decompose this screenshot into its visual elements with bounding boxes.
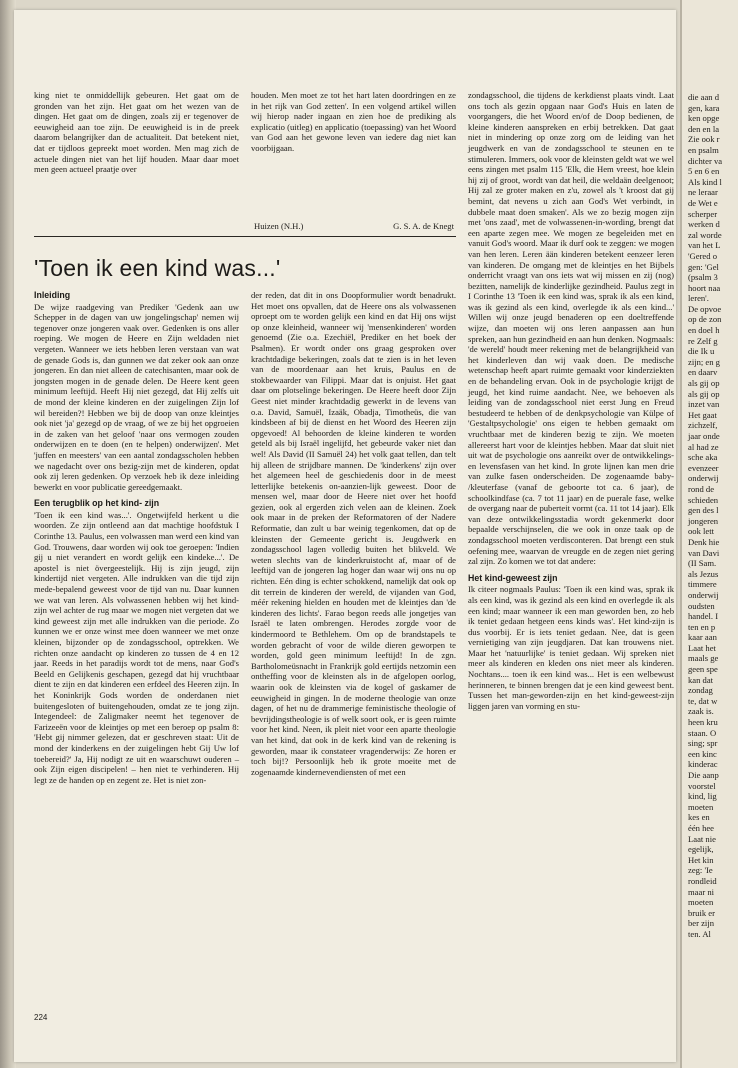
adjacent-page xyxy=(680,0,738,1068)
article-col3 xyxy=(468,90,674,711)
prev-article-col1-text: king niet te onmiddellijk gebeuren. Het gaat om de gronden van het zijn. Het gaat om het wezen van de dingen. Het gaat om de dingen, zoals zij er tegenover de eeuwigheid aan toe zijn. De eeuwigheid is in de preek daarom belangrijker dan de actualiteit. Dat betekent niet, dat er tijdloos gepreekt moet worden. Men mag zich de actuele dingen niet van het lijf houden. Maar daar moet men geen actueel praatje over xyxy=(34,90,239,175)
paragraph: Ik citeer nogmaals Paulus: 'Toen ik een kind was, sprak ik als een kind, was ik gezind als een kind en overlegde ik als een kind; maar wanneer ik een man geworden ben, zo heb ik teniet gedaan hetgeen eens kinds was'. Het kind-zijn is dus voorbij. Er is iets teniet gedaan. Nee, dat is geen vernietiging van zijn jeugdjaren. Dat kan trouwens niet. Maar het 'natuurlijke' is teniet gedaan. Wij spreken niet meer als kinderen en kleden ons niet meer als kinderen. Nochtans.... toen ik een kind was... Het is een welbewust herinneren, te binnen brengen dat je een kind geweest bent. Tussen het man-geworden-zijn en het kind-geweest-zijn liggen jaren van vorming en stu- xyxy=(468,584,674,711)
prev-article-col2-text: houden. Men moet ze tot het hart laten doordringen en ze in het rijk van God zetten'. In een volgend artikel willen wij hierop nader ingaan en zien hoe de prediking als explicatio (uitleg) en applicatio (toepassing) van het Woord van God aan het gewone leven van iedere dag niet kan voorbijgaan. xyxy=(251,90,456,153)
paragraph: der reden, dat dit in ons Doopformulier wordt benadrukt. Het moet ons opvallen, dat de Heere ons als volwassenen oproept om te worden gelijk een kind en dat Hij ons wijst op onze kleinheid, wanneer wij 'mensenkinderen' worden genoemd (Zie o.a. Ezechiël, Prediker en het boek der Psalmen). Er wordt onder ons graag gesproken over krachtdadige bekeringen, zoals dat te zien is in het leven van de moordenaar aan het kruis, Paulus en de stokbewaarder van Filippi. Maar dat is onjuist. Het gaat daar om plotselinge bekeringen. De Heere heeft door Zijn Geest niet minder krachtdadig gewerkt in de levens van o.a. David, Samuël, Izaäk, Obadja, Timotheüs, die van kindsbeen af bij de dienst en het Woord des Heeren zijn opgevoed! Al behoorden de kleine kinderen te worden geteld als bij Israël ingelijfd, het gebeurde vaker niet dan wel! Als David (II Samuël 24) het volk gaat tellen, dan telt hij alleen de strijdbare mannen. De 'kinderkens' zijn over het algemeen heel de geschiedenis door in de meest letterlijke betekenis on-aanzien-lijk geweest. Door de mensen wel, maar door de Heere niet over het hoofd gezien, ook al ergerden zich velen aan de kleinen. Zoek ook maar in de preken der Reformatoren of der Nadere Reformatie, dan zult u bar weinig tegenkomen, dat op de kleinsten der Gemeente gericht is. Jeugdwerk en zondagsschool lagen volledig buiten het blikveld. We weten slechts van de kinderkruistocht af, maar of de leeftijd van de jongeren lag hoger dan waar wij ons nu op richten. Eén ding is echter schokkend, namelijk dat ook op dit terrein de kinderen der wereld, de vijanden van God, méér rekening hielden en houden met de kleintjes dan 'de kinderen des lichts'. Farao begon reeds alle jongetjes van Israël te laten ombrengen. Herodes zorgde voor de kindermoord te Bethlehem. Om op de brandstapels te worden gebracht of voor de wilde dieren geworpen te worden, gold geen minimum leeftijd! In de zgn. Bartholomeüsnacht in Frankrijk gold eertijds netzomin een ontheffing voor de kleinsten als in de afgelopen oorlog, waarin ook de kleinsten via de kogel of gaskamer de eeuwigheid in gingen. In de moderne theologie van onze dagen, of het nu de drammerige feministische theologie of bevrijdingstheologie is of welk soort ook, er is geen ruimte voor het kind. Neen, ik pleit niet voor een aparte theologie van het kind, dat ook in de kerk kind van de rekening is geworden, maar ik constateer vragenderwijs: Ze horen er toch bij!? Persoonlijk heb ik grote moeite met de zogenaamde kindernevendiensten of met een xyxy=(251,290,456,777)
heading-kind-geweest: Het kind-geweest zijn xyxy=(468,572,558,583)
paragraph: zondagsschool, die tijdens de kerkdienst plaats vindt. Laat ons toch als gezin opgaan naar God's Huis en laten de voorgangers, die het Woord en/of de Doop bedienen, de kleine kinderen aanspreken en erbij betrekken. Dat gaat niet in mindering op onze zorg om de leiding van het jeugdwerk en van de zondagsschool te steunen en te stimuleren. Immers, ook voor de kleinsten geldt wat we wel eens zingen met psalm 115 'Elk, die Hem vreest, hoe klein hij zij of groot, wordt van dat heil, die weldaän deelgenoot; Hij zal ze groter maken en z'u, zowel als 't kroost dat gij bemint, dat nevens u zich aan God's Wet verbindt, in dubbele maat doen smaken'. Als we zo bezig mogen zijn met 'ons zaad', met de volwassenen-in-wording, brengt dat een aparte zegen mee. We mogen ze begeleiden met en vanuit God's woord. Maar ik durf ook te zeggen: we mogen van hen leren. Leren ään kinderen betekent eenzeer leren van kinderen. De omgang met de kleintjes en het Bijbels onderricht vraagt van ons iets wat wij missen en zij (nog) bezitten, namelijk de kinderlijke gezindheid. Paulus zegt in I Corinthe 13 'Toen ik een kind was, sprak ik als een kind, was ik gezind als een kind, overlegde ik als een kind...' Willen wij onze jeugd benaderen op een doeltreffende wijze, dan moeten wij ons leren aanpassen aan hun spreken, aan hun gezindheid en aan hun denken. Nogmaals: 'de wereld' houdt meer rekening met de belangrijkheid van het kinderleven dan wij vaak doen. De medische wetenschap heeft apart ruimte gemaakt voor kinderziekten en de behandeling ervan. Ook in de psychologie krijgt de jeugd, het kind ruime aandacht. Nee, we behoeven als leiding van de zondagsschool niet eerst Jung en Freud bestudeerd te hebben of de denkpsychologie van Külpe of 'Gestaltpsychologie' ons eigen te hebben gemaakt om vruchtbaar met de kinderen bezig te zijn. We moeten allereerst hart voor de kleintjes hebben. Maar dat sluit niet uit wat de psychologie ons aanreikt over de ontwikkelings- en levensfasen van het kind. In grote lijnen kan men drie van zulke fasen onderscheiden. De zogenaamde baby- /kleuterfase (vanaf de geboorte tot ca. 6 jaar), de schoolkindfase (ca. 7 tot 11 jaar) en de puerale fase, welke de overgang naar de puberteit vormt (ca. 11 tot 14 jaar). Elk van deze ontwikkelingsstadia wordt gekenmerkt door bepaalde verschijnselen, die we ook in onze taak op de zondagsschool moeten verdisconteren. Dat brengt een stuk oefening mee, waarvan de vreugde en de zegen niet gering zal zijn. Zo komen we tot dat andere: xyxy=(468,90,674,567)
article-title: 'Toen ik een kind was...' xyxy=(34,255,281,281)
page-number: 224 xyxy=(34,1013,48,1022)
heading-terugblik: Een terugblik op het kind- zijn xyxy=(34,498,160,509)
prev-article-byline xyxy=(254,221,454,231)
article-col1 xyxy=(34,290,239,785)
section-divider xyxy=(34,236,456,237)
adjacent-page-text: die aan d gen, kara ken opge den en la Zie ook r en psalm dichter va 5 en 6 en Als kind l ne leraar de Wet e scherper werken d zal worde van het L 'Gered o gen: 'Gel (psalm 3 hoort naa leren'. De opvoe op de zon en doel h re Zelf g die Ik u zijn; en g en daarv als gij op als gij op inzet van Het gaat zichzelf, jaar onde al had ze sche aka evenzeer onderwij rond de schieden gen des l jongeren ook lett Denk hie van Davi (II Sam. als Jezus timmere onderwij oudsten handel. I ten en p kaar aan Laat het maals ge geen spe kan dat zondag te, dat w zaak is. heen kru staan. O sing; spr een kinc kinderac Die aanp voorstel kind, lig moeten kes en één hee Laat nie egelijk, Het kin zeg: 'Ie rondleid maar ni moeten bruik er ber zijn ten. Al xyxy=(688,92,723,939)
heading-inleiding: Inleiding xyxy=(34,290,71,300)
prev-article-col1 xyxy=(34,90,239,175)
paragraph: De wijze raadgeving van Prediker 'Gedenk aan uw Schepper in de dagen van uw jongelingschap' nemen wij tegenover onze jongeren vaak over. Gedenken is ons aller roeping. We mogen de Heere en Zijn weldaden niet vergeten. Wanneer we iets hebben leren verstaan van wat de genade Gods is, dan gunnen we dat zeker ook aan onze jongeren. En dan niet alleen de catechisanten, maar ook de jongsten mogen in de genade delen. De Heere kent geen minimum leeftijd. Heeft Hij niet gezegd, dat Hij zelfs uit de mond der kleine kinderen en der zuigelingen Zijn lof wil bereiden?! Hebben we bij de doop van onze kleintjes ook niet 'ja' gezegd op de vraag, of we ze bij het opgroeien in de zaken van het geloof 'naar ons vermogen zouden onderwijzen en te doen (en te helpen) onderwijzen'. Met 'juffen en meesters' van een aantal zondagsscholen hebben we nagedacht over ons bezig-zijn met de kinderen, opdat ook zij leren gedenken. Op verzoek heb ik deze inleiding bewerkt en voor publicatie gereedgemaakt. xyxy=(34,301,239,492)
magazine-page xyxy=(14,10,676,1062)
byline-place: Huizen (N.H.) xyxy=(254,221,304,231)
prev-article-col2 xyxy=(251,90,456,154)
byline-author: G. S. A. de Knegt xyxy=(393,221,454,231)
article-col2 xyxy=(251,290,456,777)
paragraph: 'Toen ik een kind was...'. Ongetwijfeld herkent u die woorden. Ze zijn ontleend aan dat machtige hoofdstuk I Corinthe 13. Paulus, een volwassen man werd een kind van God. Trouwens, daar worden wij ook toe geroepen: 'Indien gij u niet verandert en wordt gelijk een kindeke...'. De apostel is niet övergeestelijk. Hij is zijn jeugd, zijn kindertijd niet vergeten. Alle indrukken van die tijd zijn mede-bepalend geweest voor de tijd van nu. Daar kunnen we wat van leren. Als volwassenen hebben wij het kind-zijn wel achter de rug maar we mogen niet vergeten dat we kind geweest zijn met alle indrukken van die periode. Zo kunnen we er onze winst mee doen wanneer we met onze kleinen, bijzonder op de zondagsschool, optrekken. We richten onze aandacht op kinderen zo tussen de 4 en 12 jaar. Reeds in het paradijs wordt tot de mens, naar God's Beeld en Gelijkenis geschapen, gezegd dat hij vruchtbaar dient te zijn en dat kinderen een erfdeel des Heeren zijn. In het Koninkrijk Gods worden de onderdanen niet buitengesloten of buitengehouden, omdat ze te jong zijn. Integendeel: de Zaligmaker neemt het tegenover de Farizeeën voor de kleintjes op met een beroep op psalm 8: 'Hebt gij nimmer gelezen, dat er geschreven staat: Uit de mond der kinderkens en der zuigelingen hebt Gij Uw lof toebereid?' Ja, Hij nodigt ze uit en waarschuwt ouderen – ook Zijn eigen discipelen! – hen niet te verhinderen. Hij legt ze de handen op en zegent ze. Het is niet zon- xyxy=(34,509,239,785)
